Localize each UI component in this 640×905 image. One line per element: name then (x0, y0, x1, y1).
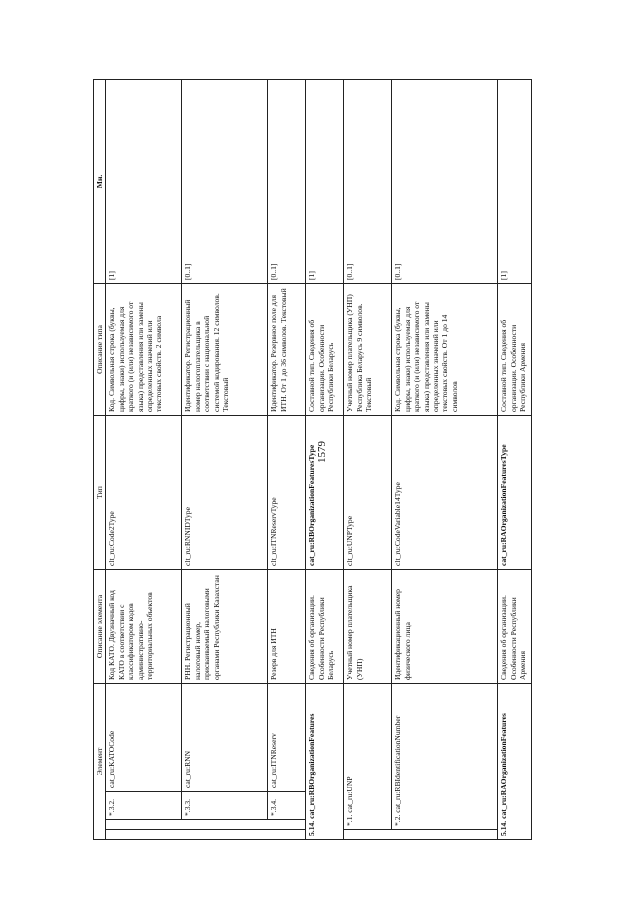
section-element-name (498, 683, 532, 839)
element-description: РНН. Регистрационный налоговый номер, присваиваемый налоговыми органами Республики Казахстан (182, 569, 268, 683)
element-description: Резерв для ИТН (268, 569, 306, 683)
element-name: cat_ru:RBOrganizationFeatures (307, 713, 317, 819)
table-row (498, 79, 532, 839)
row-number: 5.14. (499, 820, 509, 836)
multiplicity: [1] (306, 79, 344, 283)
type-description: Код. Символьная строка (буквы, цифры, знаки) используемая для краткого (и (или) независимого от языка) представления или замены определенных значений или текстовых свойств. 2 символа (106, 283, 182, 415)
header-element: Элемент (94, 683, 106, 839)
table-row (306, 79, 344, 839)
row-number: 5.14. (307, 820, 317, 836)
element-description: Учетный номер плательщика (УНП) (344, 569, 392, 683)
header-multiplicity: Мн. (94, 79, 106, 283)
table-header-row (94, 79, 106, 839)
header-type: Тип (94, 415, 106, 569)
element-type: clt_ru:RNNIDType (182, 415, 268, 569)
element-type: cat_ru:RAOrganizationFeaturesType (498, 415, 532, 569)
row-number: *.2. (393, 814, 403, 826)
element-description: Сведения об организации. Особенности Республики Беларусь (306, 569, 344, 683)
element-type: cat_ru:RBOrganizationFeaturesType (306, 415, 344, 569)
sub-element-name (344, 683, 392, 829)
row-number: *.3.3. (182, 792, 268, 820)
element-description: Идентификационный номер физического лица (392, 569, 498, 683)
row-number: *.3.2. (106, 792, 182, 820)
element-name: cat_ru:UNP (345, 776, 355, 813)
element-name: cat_ru:KATOCode (106, 683, 182, 791)
section-element-name (306, 683, 344, 839)
page-number: 1579 (316, 441, 328, 463)
type-description: Составной тип. Сведения об организации. Особенности Республики Армения (498, 283, 532, 415)
table-row (106, 79, 182, 839)
type-description: Идентификатор. Резервное поле для ИТН. От 1 до 36 символов. Текстовый (268, 283, 306, 415)
element-type: clt_ru:Code2Type (106, 415, 182, 569)
sub-element-name (392, 683, 498, 829)
multiplicity: [1] (106, 79, 182, 283)
element-name: cat_ru:RBIdentificationNumber (393, 715, 403, 813)
element-type: clt_ru:UNPType (344, 415, 392, 569)
table-row (268, 79, 306, 839)
element-description: Сведения об организации. Особенности Республики Армения (498, 569, 532, 683)
row-number: *.1. (345, 814, 355, 826)
multiplicity: [1] (498, 79, 532, 283)
element-type: clt_ru:ITNReservType (268, 415, 306, 569)
type-description: Идентификатор. Регистрационный номер налогоплательщика в соответствии с национальной системой кодирования. 12 символов. Текстовый (182, 283, 268, 415)
element-name: cat_ru:RNN (182, 683, 268, 791)
header-description: Описание элемента (94, 569, 106, 683)
element-type: clt_ru:CodeVariable14Type (392, 415, 498, 569)
element-name: cat_ru:RAOrganizationFeatures (499, 713, 509, 819)
table-row (182, 79, 268, 839)
schema-table (93, 79, 532, 840)
multiplicity: [0..1] (182, 79, 268, 283)
table-row (344, 79, 392, 839)
element-name: cat_ru:ITNReserv (268, 683, 306, 791)
multiplicity: [0..1] (344, 79, 392, 283)
element-description: Код КАТО. Двузначный код КАТО в соответствии с классификатором кодов административно-территориальных объектов (106, 569, 182, 683)
type-description: Составной тип. Сведения об организации. Особенности Республики Беларусь (306, 283, 344, 415)
header-type-description: Описание типа (94, 283, 106, 415)
row-number: *.3.4. (268, 792, 306, 820)
type-description: Код. Символьная строка (буквы, цифры, знаки) используемая для краткого (и (или) независимого от языка) представления или замены определенных значений или текстовых свойств. От 1 до 14 символов (392, 283, 498, 415)
type-description: Учетный номер плательщика (УНП) Республика Беларусь 9 символов. Текстовый (344, 283, 392, 415)
multiplicity: [0..1] (268, 79, 306, 283)
rotated-table-container (93, 80, 583, 840)
table-row (392, 79, 498, 839)
multiplicity: [0..1] (392, 79, 498, 283)
